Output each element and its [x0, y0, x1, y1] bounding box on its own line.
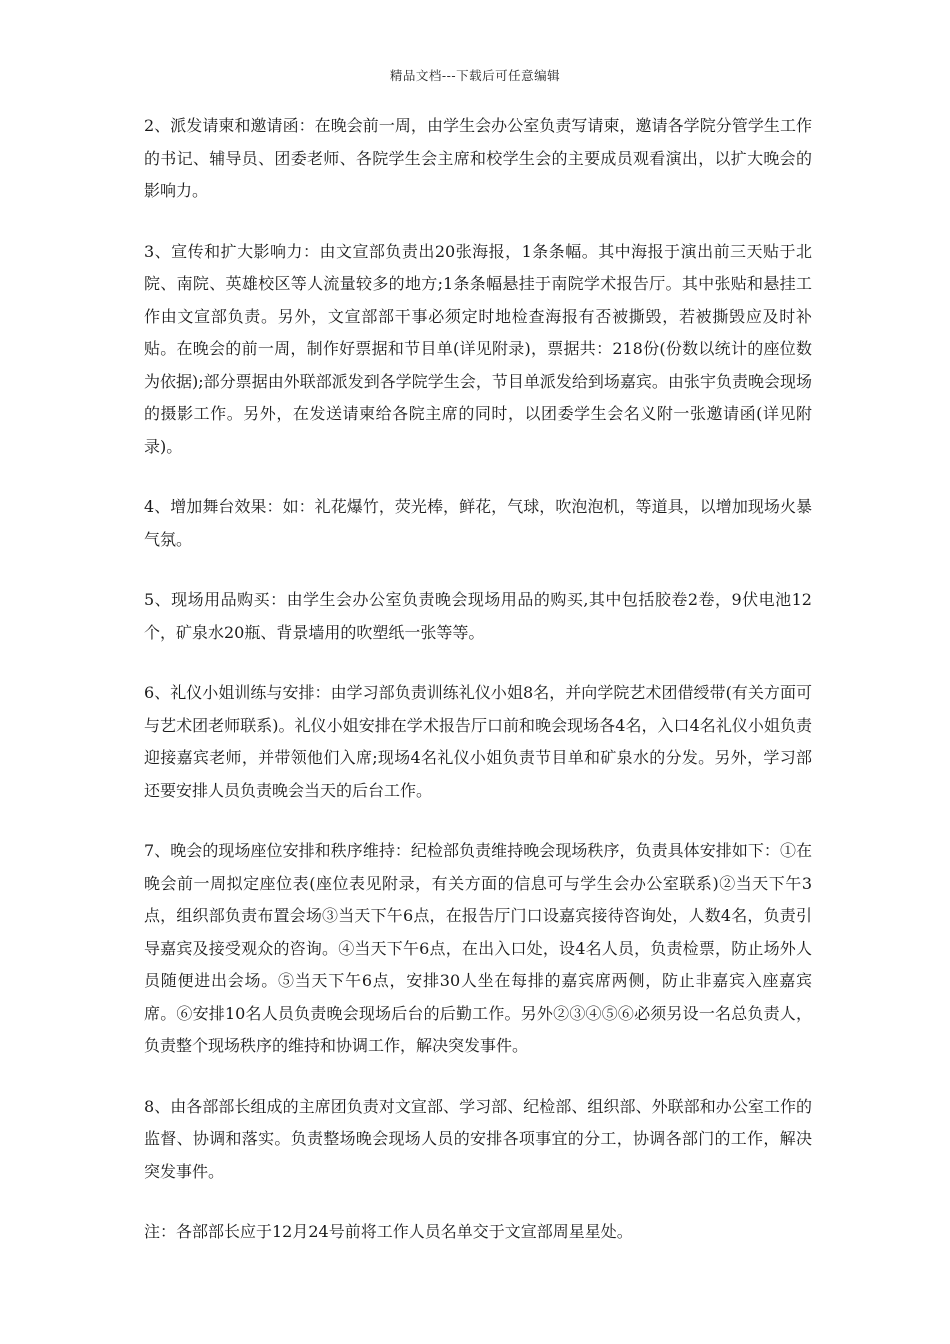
paragraph-seating-order: 7、晚会的现场座位安排和秩序维持：纪检部负责维持晚会现场秩序，负责具体安排如下：①在晚会前一周拟定座位表(座位表见附录，有关方面的信息可与学生会办公室联系)②当天下午3点，组织部负责布置会场③当天下午6点，在报告厅门口设嘉宾接待咨询处，人数4名，负责引导嘉宾及接受观众的咨询。④当天下午6点，在出入口处，设4名人员，负责检票，防止场外人员随便进出会场。⑤当天下午6点，安排30人坐在每排的嘉宾席两侧，防止非嘉宾入座嘉宾席。⑥安排10名人员负责晚会现场后台的后勤工作。另外②③④⑤⑥必须另设一名总负责人，负责整个现场秩序的维持和协调工作，解决突发事件。 [144, 841, 812, 1055]
paragraph-supervision: 8、由各部部长组成的主席团负责对文宣部、学习部、纪检部、组织部、外联部和办公室工作的监督、协调和落实。负责整场晚会现场人员的安排各项事宜的分工，协调各部门的工作，解决突发事件。 [144, 1096, 812, 1181]
paragraph-purchases: 5、现场用品购买：由学生会办公室负责晚会现场用品的购买,其中包括胶卷2卷，9伏电池12个，矿泉水20瓶、背景墙用的吹塑纸一张等等。 [144, 590, 812, 642]
paragraph-publicity: 3、宣传和扩大影响力：由文宣部负责出20张海报，1条条幅。其中海报于演出前三天贴于北院、南院、英雄校区等人流量较多的地方;1条条幅悬挂于南院学术报告厅。其中张贴和悬挂工作由文宣部负责。另外，文宣部部干事必须定时地检查海报有否被撕毁，若被撕毁应及时补贴。在晚会的前一周，制作好票据和节目单(详见附录)，票据共：218份(份数以统计的座位数为依据);部分票据由外联部派发到各学院学生会，节目单派发给到场嘉宾。由张宇负责晚会现场的摄影工作。另外，在发送请柬给各院主席的同时，以团委学生会名义附一张邀请函(详见附录)。 [144, 241, 812, 456]
document-body [144, 110, 812, 1277]
paragraph-etiquette: 6、礼仪小姐训练与安排：由学习部负责训练礼仪小姐8名，并向学院艺术团借绶带(有关方面可与艺术团老师联系)。礼仪小姐安排在学术报告厅口前和晚会现场各4名，入口4名礼仪小姐负责迎接嘉宾老师，并带领他们入席;现场4名礼仪小姐负责节目单和矿泉水的分发。另外，学习部还要安排人员负责晚会当天的后台工作。 [144, 683, 812, 800]
paragraph-note: 注：各部部长应于12月24号前将工作人员名单交于文宣部周星星处。 [144, 1222, 633, 1241]
page-header: 精品文档---下载后可任意编辑 [389, 68, 561, 83]
paragraph-invitations: 2、派发请柬和邀请函：在晚会前一周，由学生会办公室负责写请柬，邀请各学院分管学生工作的书记、辅导员、团委老师、各院学生会主席和校学生会的主要成员观看演出，以扩大晚会的影响力。 [144, 116, 812, 200]
paragraph-stage-effects: 4、增加舞台效果：如：礼花爆竹，荧光棒，鲜花，气球，吹泡泡机，等道具，以增加现场火暴气氛。 [144, 497, 812, 549]
